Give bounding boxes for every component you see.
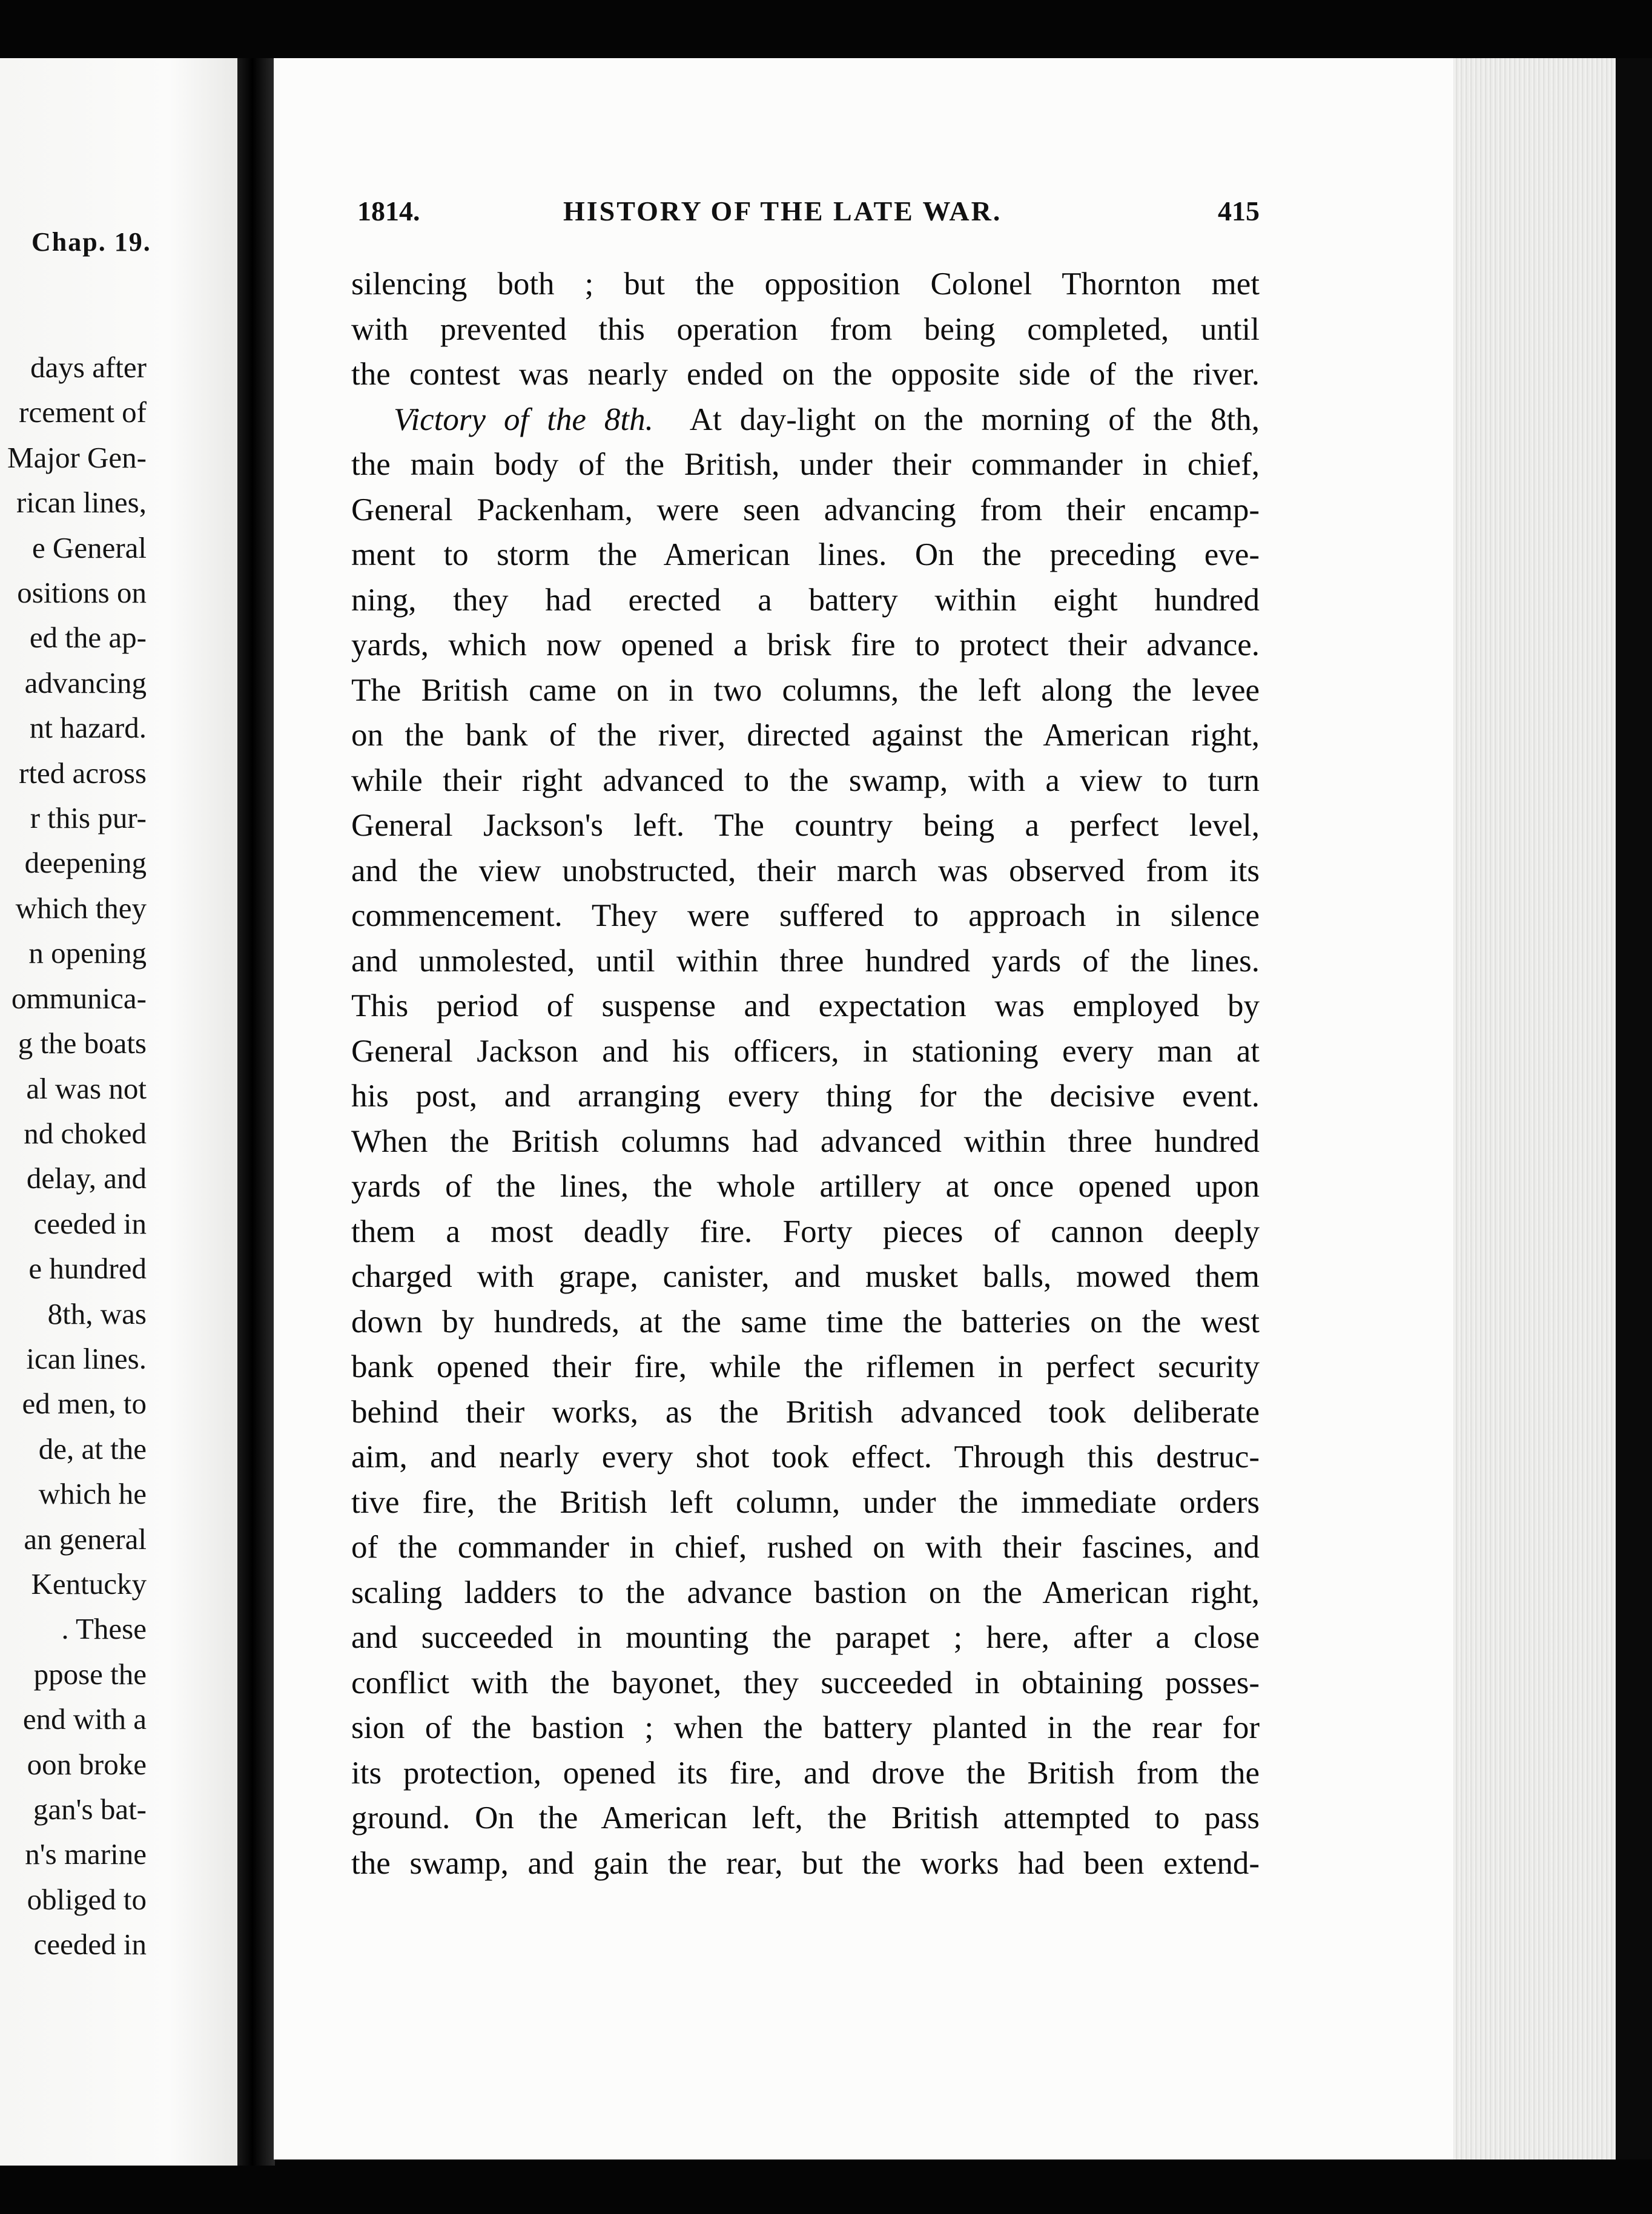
text-line: with prevented this operation from being completed, until [351, 311, 1260, 347]
left-page-chapter-header: Chap. 19. [31, 227, 151, 257]
text-line: the swamp, and gain the rear, but the works had been extend- [351, 1845, 1260, 1881]
text-line: The British came on in two columns, the left along the levee [351, 672, 1260, 708]
text-line: charged with grape, canister, and musket balls, mowed them [351, 1259, 1260, 1294]
text-line: bank opened their fire, while the riflemen in perfect security [351, 1349, 1260, 1384]
text-line: General Jackson's left. The country being a perfect level, [351, 808, 1260, 843]
left-page-text-line: oon broke [27, 1747, 147, 1781]
left-page-text-line: rican lines, [16, 486, 147, 520]
left-page-text-line: ppose the [33, 1657, 147, 1691]
book-gutter [237, 58, 275, 2166]
left-page-text-line: nd choked [24, 1116, 147, 1150]
text-line: behind their works, as the British advanced took deliberate [351, 1394, 1260, 1430]
running-head [357, 195, 1260, 231]
left-page-text-line: ican lines. [26, 1341, 147, 1375]
left-page-text-line: de, at the [38, 1432, 147, 1466]
left-page-text-line: an general [24, 1522, 147, 1556]
text-line: ning, they had erected a battery within eight hundred [351, 582, 1260, 618]
side-heading: Victory of the 8th. [394, 401, 653, 437]
text-line: scaling ladders to the advance bastion on the American right, [351, 1575, 1260, 1610]
text-line: tive fire, the British left column, under the immediate orders [351, 1484, 1260, 1520]
left-page-text-line: g the boats [18, 1026, 147, 1060]
text-line: ment to storm the American lines. On the preceding eve- [351, 537, 1260, 572]
left-page-text-line: n opening [28, 936, 147, 970]
text-line: yards, which now opened a brisk fire to protect their advance. [351, 627, 1260, 663]
text-line: commencement. They were suffered to approach in silence [351, 898, 1260, 933]
text-line: conflict with the bayonet, they succeeded in obtaining posses- [351, 1665, 1260, 1700]
text-line: down by hundreds, at the same time the batteries on the west [351, 1304, 1260, 1340]
left-page-text-line: obliged to [27, 1882, 147, 1916]
text-line: while their right advanced to the swamp, with a view to turn [351, 762, 1260, 798]
text-line: them a most deadly fire. Forty pieces of cannon deeply [351, 1214, 1260, 1249]
left-page-text-line: n's marine [25, 1837, 147, 1871]
left-page-text-line: Major Gen- [7, 440, 147, 474]
left-page-text-line: ositions on [17, 576, 147, 610]
text-line: the contest was nearly ended on the opposite side of the river. [351, 357, 1260, 392]
left-page-text-line: Kentucky [31, 1567, 147, 1601]
previous-page-fragment [0, 58, 242, 2166]
left-page-text-line: advancing [24, 666, 147, 699]
left-page-text-line: rted across [19, 756, 147, 790]
left-page-text-line: e General [31, 530, 147, 564]
text-line: ground. On the American left, the British attempted to pass [351, 1800, 1260, 1836]
page-edges [1453, 58, 1623, 2159]
left-page-text-line: nt hazard. [29, 711, 147, 745]
text-line: aim, and nearly every shot took effect. Through this destruc- [351, 1439, 1260, 1475]
paragraph-first-line [351, 397, 1260, 443]
text-line: and unmolested, until within three hundred yards of the lines. [351, 943, 1260, 979]
text-line: his post, and arranging every thing for the decisive event. [351, 1079, 1260, 1114]
running-head-year: 1814. [357, 196, 420, 226]
left-page-text-line: ed men, to [22, 1387, 147, 1421]
left-page-text-line: gan's bat- [33, 1793, 147, 1826]
body-text [351, 262, 1260, 1886]
text-line: the main body of the British, under their commander in chief, [351, 447, 1260, 482]
left-page-text-line: e hundred [28, 1252, 147, 1286]
text-line: its protection, opened its fire, and drove the British from the [351, 1755, 1260, 1791]
text-line: When the British columns had advanced within three hundred [351, 1123, 1260, 1159]
left-page-text-line: ceeded in [33, 1928, 147, 1961]
text-line: silencing both ; but the opposition Colonel Thornton met [351, 266, 1260, 302]
left-page-text-line: which he [38, 1477, 147, 1511]
left-page-text-line: al was not [26, 1071, 147, 1105]
text-line: yards of the lines, the whole artillery at once opened upon [351, 1169, 1260, 1204]
edge-shadow [1616, 58, 1652, 2159]
left-page-text-line: deepening [24, 846, 147, 880]
text-line: of the commander in chief, rushed on with their fascines, and [351, 1530, 1260, 1565]
running-head-title: HISTORY OF THE LATE WAR. [563, 196, 1002, 226]
page-number: 415 [1218, 196, 1260, 226]
text-line: sion of the bastion ; when the battery planted in the rear for [351, 1710, 1260, 1745]
left-page-text-line: 8th, was [47, 1297, 147, 1330]
left-page-text-line: end with a [22, 1702, 147, 1736]
text-line: and the view unobstructed, their march was observed from its [351, 853, 1260, 888]
left-page-text-line: ed the ap- [29, 621, 147, 655]
text-line: General Packenham, were seen advancing from their encamp- [351, 492, 1260, 527]
text-line: General Jackson and his officers, in stationing every man at [351, 1033, 1260, 1069]
left-page-text-line: . These [61, 1612, 147, 1646]
left-page-text-line: ommunica- [11, 981, 147, 1015]
left-page-text-line: which they [15, 891, 147, 925]
left-page-text-line: rcement of [19, 395, 147, 429]
left-page-text-line: days after [30, 351, 147, 384]
text-line: and succeeded in mounting the parapet ; here, after a close [351, 1620, 1260, 1655]
left-page-text-line: delay, and [26, 1162, 147, 1195]
left-page-text-line: ceeded in [33, 1206, 147, 1240]
left-page-text [0, 345, 147, 1968]
text-line: At day-light on the morning of the 8th, [689, 401, 1260, 437]
left-page-text-line: r this pur- [30, 801, 147, 835]
text-line: on the bank of the river, directed against the American right, [351, 718, 1260, 753]
text-line: This period of suspense and expectation was employed by [351, 988, 1260, 1023]
